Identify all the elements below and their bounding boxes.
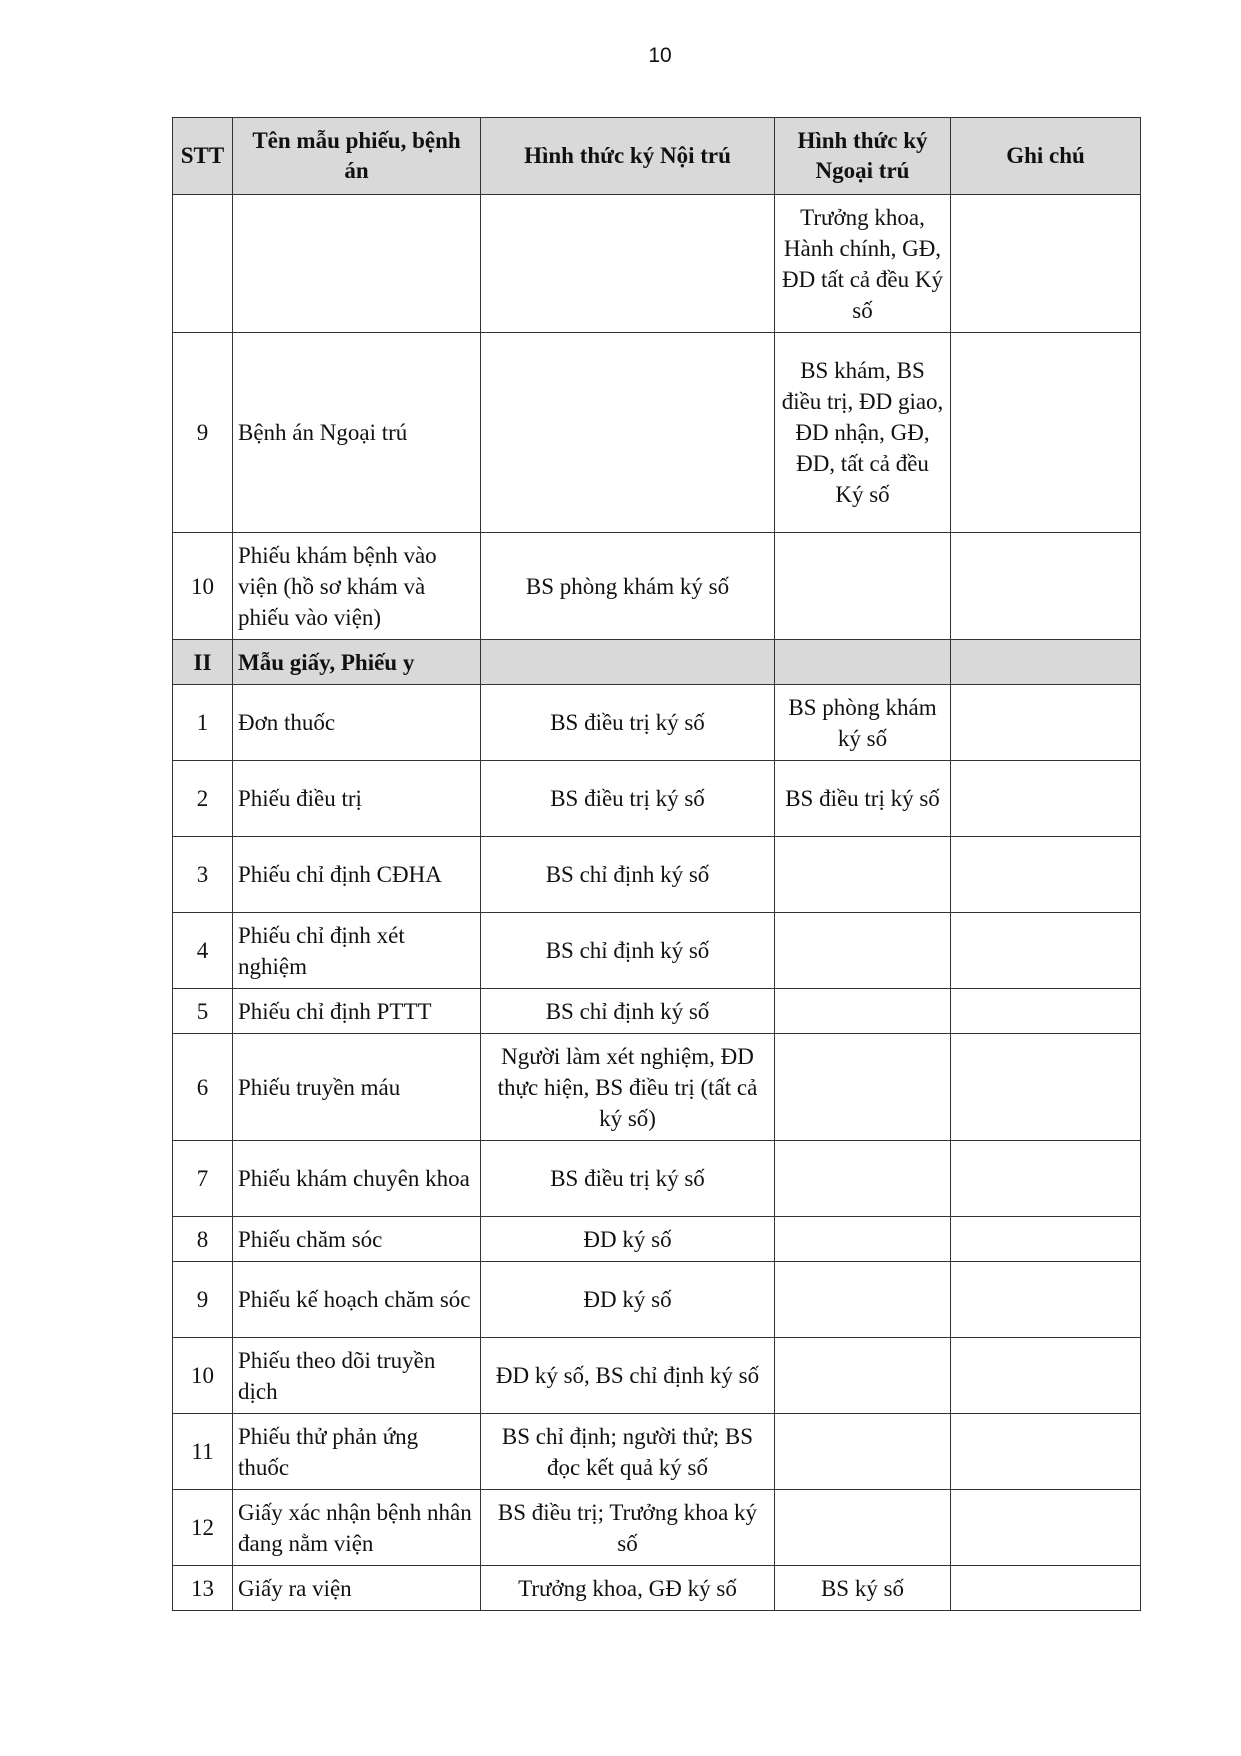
cell-note xyxy=(951,1414,1141,1490)
cell-name: Phiếu chỉ định PTTT xyxy=(233,989,481,1034)
cell-outpatient: Trưởng khoa, Hành chính, GĐ, ĐD tất cả đều Ký số xyxy=(775,195,951,333)
table-row xyxy=(173,1034,1141,1141)
table-row xyxy=(173,837,1141,913)
cell-inpatient: BS điều trị ký số xyxy=(481,1141,775,1217)
cell-outpatient xyxy=(775,1034,951,1141)
cell-note xyxy=(951,1217,1141,1262)
table-row xyxy=(173,1141,1141,1217)
cell-stt: 4 xyxy=(173,913,233,989)
cell-outpatient xyxy=(775,837,951,913)
cell-stt: 3 xyxy=(173,837,233,913)
cell-stt: II xyxy=(173,640,233,685)
cell-name: Phiếu theo dõi truyền dịch xyxy=(233,1338,481,1414)
cell-name xyxy=(233,195,481,333)
cell-stt: 12 xyxy=(173,1490,233,1566)
table-row xyxy=(173,1566,1141,1611)
cell-outpatient xyxy=(775,989,951,1034)
cell-stt: 10 xyxy=(173,1338,233,1414)
table-row xyxy=(173,1414,1141,1490)
cell-stt: 13 xyxy=(173,1566,233,1611)
cell-stt: 9 xyxy=(173,333,233,533)
header-name: Tên mẫu phiếu, bệnh án xyxy=(233,118,481,195)
cell-outpatient xyxy=(775,1217,951,1262)
cell-stt: 1 xyxy=(173,685,233,761)
cell-outpatient: BS điều trị ký số xyxy=(775,761,951,837)
cell-note xyxy=(951,989,1141,1034)
table-row xyxy=(173,685,1141,761)
cell-stt: 10 xyxy=(173,533,233,640)
header-inpatient: Hình thức ký Nội trú xyxy=(481,118,775,195)
signature-form-table xyxy=(172,117,1141,1611)
cell-stt xyxy=(173,195,233,333)
cell-name: Bệnh án Ngoại trú xyxy=(233,333,481,533)
cell-name: Phiếu kế hoạch chăm sóc xyxy=(233,1262,481,1338)
cell-name: Giấy xác nhận bệnh nhân đang nằm viện xyxy=(233,1490,481,1566)
cell-name: Phiếu truyền máu xyxy=(233,1034,481,1141)
cell-stt: 7 xyxy=(173,1141,233,1217)
table-row xyxy=(173,761,1141,837)
page-number: 10 xyxy=(648,44,672,67)
header-stt: STT xyxy=(173,118,233,195)
cell-note xyxy=(951,1034,1141,1141)
cell-outpatient xyxy=(775,640,951,685)
cell-inpatient xyxy=(481,640,775,685)
cell-inpatient: Người làm xét nghiệm, ĐD thực hiện, BS điều trị (tất cả ký số) xyxy=(481,1034,775,1141)
cell-note xyxy=(951,685,1141,761)
cell-inpatient: BS điều trị ký số xyxy=(481,761,775,837)
table-row xyxy=(173,195,1141,333)
cell-stt: 9 xyxy=(173,1262,233,1338)
header-outpatient: Hình thức ký Ngoại trú xyxy=(775,118,951,195)
table-row xyxy=(173,913,1141,989)
table-row xyxy=(173,1217,1141,1262)
cell-stt: 6 xyxy=(173,1034,233,1141)
cell-inpatient: BS chỉ định ký số xyxy=(481,989,775,1034)
cell-name: Phiếu khám bệnh vào viện (hồ sơ khám và phiếu vào viện) xyxy=(233,533,481,640)
cell-name: Phiếu khám chuyên khoa xyxy=(233,1141,481,1217)
cell-inpatient: ĐD ký số xyxy=(481,1217,775,1262)
cell-note xyxy=(951,1566,1141,1611)
cell-inpatient: BS chỉ định; người thử; BS đọc kết quả ký số xyxy=(481,1414,775,1490)
cell-name: Phiếu thử phản ứng thuốc xyxy=(233,1414,481,1490)
cell-note xyxy=(951,1338,1141,1414)
cell-outpatient xyxy=(775,1141,951,1217)
table-header-row xyxy=(173,118,1141,195)
cell-inpatient: BS điều trị ký số xyxy=(481,685,775,761)
cell-inpatient xyxy=(481,333,775,533)
cell-note xyxy=(951,333,1141,533)
cell-inpatient: ĐD ký số, BS chỉ định ký số xyxy=(481,1338,775,1414)
cell-name: Mẫu giấy, Phiếu y xyxy=(233,640,481,685)
cell-stt: 8 xyxy=(173,1217,233,1262)
cell-inpatient: BS chỉ định ký số xyxy=(481,837,775,913)
cell-name: Giấy ra viện xyxy=(233,1566,481,1611)
cell-inpatient: BS điều trị; Trưởng khoa ký số xyxy=(481,1490,775,1566)
header-note: Ghi chú xyxy=(951,118,1141,195)
cell-outpatient xyxy=(775,1414,951,1490)
cell-stt: 11 xyxy=(173,1414,233,1490)
cell-outpatient: BS ký số xyxy=(775,1566,951,1611)
cell-name: Phiếu chỉ định CĐHA xyxy=(233,837,481,913)
cell-name: Đơn thuốc xyxy=(233,685,481,761)
cell-name: Phiếu chỉ định xét nghiệm xyxy=(233,913,481,989)
table-row xyxy=(173,1490,1141,1566)
cell-outpatient: BS phòng khám ký số xyxy=(775,685,951,761)
cell-note xyxy=(951,195,1141,333)
cell-inpatient: Trưởng khoa, GĐ ký số xyxy=(481,1566,775,1611)
cell-note xyxy=(951,913,1141,989)
cell-name: Phiếu điều trị xyxy=(233,761,481,837)
section-row xyxy=(173,640,1141,685)
cell-note xyxy=(951,1262,1141,1338)
cell-inpatient: ĐD ký số xyxy=(481,1262,775,1338)
cell-outpatient: BS khám, BS điều trị, ĐD giao, ĐD nhận, GĐ, ĐD, tất cả đều Ký số xyxy=(775,333,951,533)
cell-note xyxy=(951,1490,1141,1566)
cell-outpatient xyxy=(775,913,951,989)
cell-note xyxy=(951,640,1141,685)
table-row xyxy=(173,333,1141,533)
cell-stt: 2 xyxy=(173,761,233,837)
cell-note xyxy=(951,761,1141,837)
table-row xyxy=(173,989,1141,1034)
cell-note xyxy=(951,1141,1141,1217)
cell-outpatient xyxy=(775,533,951,640)
cell-outpatient xyxy=(775,1338,951,1414)
table-row xyxy=(173,1262,1141,1338)
table-row xyxy=(173,1338,1141,1414)
cell-inpatient xyxy=(481,195,775,333)
cell-stt: 5 xyxy=(173,989,233,1034)
cell-name: Phiếu chăm sóc xyxy=(233,1217,481,1262)
cell-inpatient: BS phòng khám ký số xyxy=(481,533,775,640)
cell-inpatient: BS chỉ định ký số xyxy=(481,913,775,989)
table-row xyxy=(173,533,1141,640)
cell-outpatient xyxy=(775,1262,951,1338)
cell-note xyxy=(951,533,1141,640)
cell-note xyxy=(951,837,1141,913)
cell-outpatient xyxy=(775,1490,951,1566)
